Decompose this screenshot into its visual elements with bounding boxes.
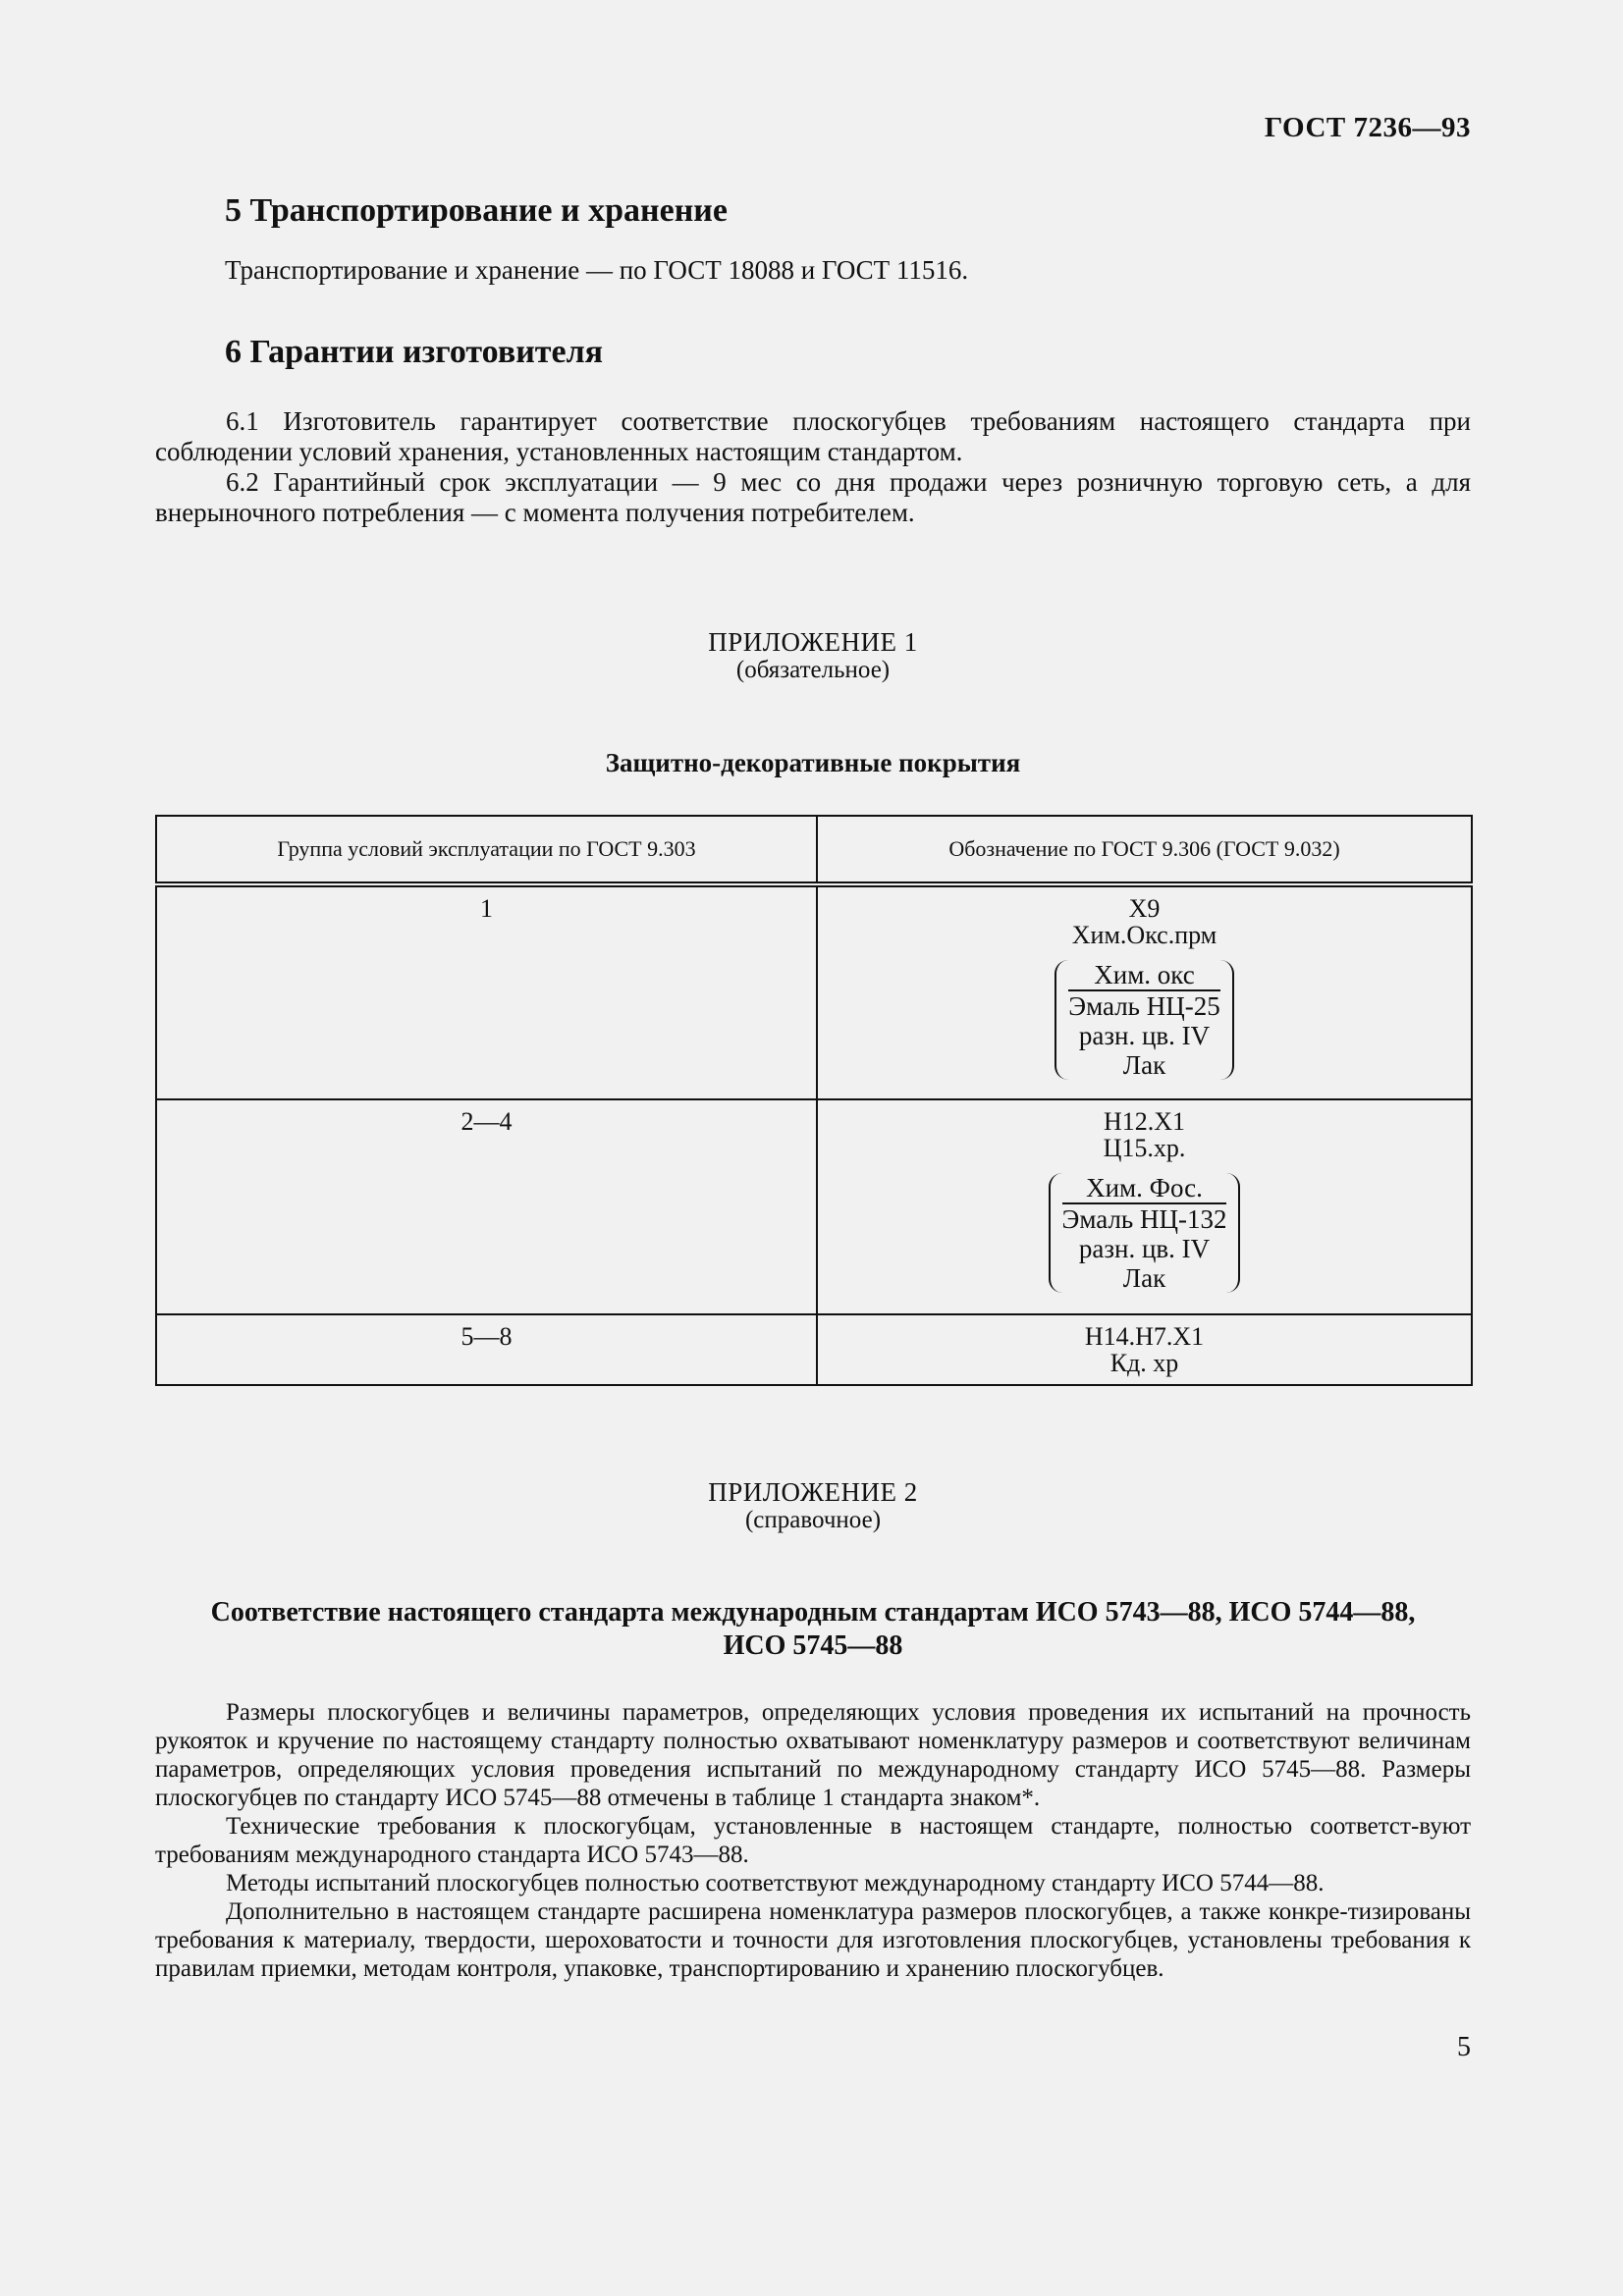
section-5-heading: 5 Транспортирование и хранение — [225, 192, 728, 229]
clause-6-1: 6.1 Изготовитель гарантирует соответствие плоскогубцев требованиям настоящего стандарта при соблюдении условий хранения, установленных настоящим стандартом. — [155, 406, 1471, 466]
designation-line: Хим.Окс.прм — [1071, 921, 1217, 949]
coating-enamel: Эмаль НЦ-25 — [1068, 991, 1220, 1021]
column-header-designation: Обозначение по ГОСТ 9.306 (ГОСТ 9.032) — [817, 816, 1472, 884]
coating-bracket — [1049, 1173, 1241, 1293]
paragraph: Технические требования к плоскогубцам, установленные в настоящем стандарте, полностью соответст-вуют требованиям международного стандарта ИСО 5743—88. — [155, 1813, 1471, 1868]
designation-line: Х9 — [1128, 894, 1161, 923]
coating-lacquer: Лак — [1122, 1263, 1166, 1293]
designation-cell — [817, 884, 1472, 1099]
table-title: Защитно-декоративные покрытия — [605, 748, 1021, 777]
designation-cell — [817, 1099, 1472, 1314]
table-row — [156, 1314, 1472, 1385]
coating-base: Хим. Фос. — [1062, 1173, 1227, 1204]
appendix-1-status: (обязательное) — [735, 657, 891, 683]
coating-lacquer: Лак — [1122, 1050, 1166, 1080]
table-header-row — [156, 816, 1472, 884]
appendix-1-title: ПРИЛОЖЕНИЕ 1 — [708, 627, 918, 657]
coating-enamel: Эмаль НЦ-132 — [1061, 1204, 1227, 1234]
section-5-text: Транспортирование и хранение — по ГОСТ 18088 и ГОСТ 11516. — [225, 255, 969, 285]
coating-base: Хим. окс — [1068, 960, 1219, 991]
column-header-group: Группа условий эксплуатации по ГОСТ 9.303 — [156, 816, 817, 884]
designation-line: Ц15.хр. — [1103, 1134, 1186, 1162]
paragraph: Размеры плоскогубцев и величины параметров, определяющих условия проведения их испытаний на прочность рукояток и кручение по настоящему стандарту полностью охватывают номенклатуру размеров и соответствуют величинам параметров, определяющих условия проведения испытаний по международному стандарту ИСО 5745—88. Размеры плоскогубцев по стандарту ИСО 5745—88 отмечены в таблице 1 стандарта знаком*. — [155, 1699, 1471, 1811]
paragraph: Методы испытаний плоскогубцев полностью соответствуют международному стандарту ИСО 5744—88. — [226, 1870, 1325, 1896]
group-cell: 5—8 — [156, 1314, 817, 1385]
table-row — [156, 884, 1472, 1099]
section-6-body — [155, 406, 1471, 528]
group-cell: 2—4 — [156, 1099, 817, 1314]
appendix-2-title: ПРИЛОЖЕНИЕ 2 — [708, 1477, 918, 1507]
appendix-2-status: (справочное) — [744, 1507, 882, 1533]
designation-line: Н12.Х1 — [1103, 1107, 1186, 1136]
group-cell: 1 — [156, 884, 817, 1099]
clause-6-2: 6.2 Гарантийный срок эксплуатации — 9 мес со дня продажи через розничную торговую сеть, а для внерыночного потребления — с момента получения потребителем. — [155, 467, 1471, 527]
document-code: ГОСТ 7236—93 — [1264, 112, 1471, 143]
appendix-2-heading: Соответствие настоящего стандарта международным стандартам ИСО 5743—88, ИСО 5744—88, ИСО 5745—88 — [210, 1597, 1416, 1661]
designation-cell — [817, 1314, 1472, 1385]
designation-line: Кд. хр — [1109, 1349, 1179, 1377]
designation-line: Н14.Н7.Х1 — [1084, 1322, 1205, 1351]
section-6-heading: 6 Гарантии изготовителя — [225, 334, 604, 370]
coating-color: разн. цв. IV — [1078, 1234, 1211, 1263]
coatings-table — [155, 815, 1473, 1386]
paragraph: Дополнительно в настоящем стандарте расширена номенклатура размеров плоскогубцев, а также конкре-тизированы требования к материалу, твердости, шероховатости и точности для изготовления плоскогубцев, установлены требования к правилам приемки, методам контроля, упаковке, транспортированию и хранению плоскогубцев. — [155, 1898, 1471, 1982]
appendix-2-body — [155, 1698, 1471, 1983]
page-number: 5 — [1457, 2032, 1471, 2062]
table-row — [156, 1099, 1472, 1314]
coating-bracket — [1055, 960, 1233, 1080]
coating-color: разн. цв. IV — [1078, 1021, 1211, 1050]
